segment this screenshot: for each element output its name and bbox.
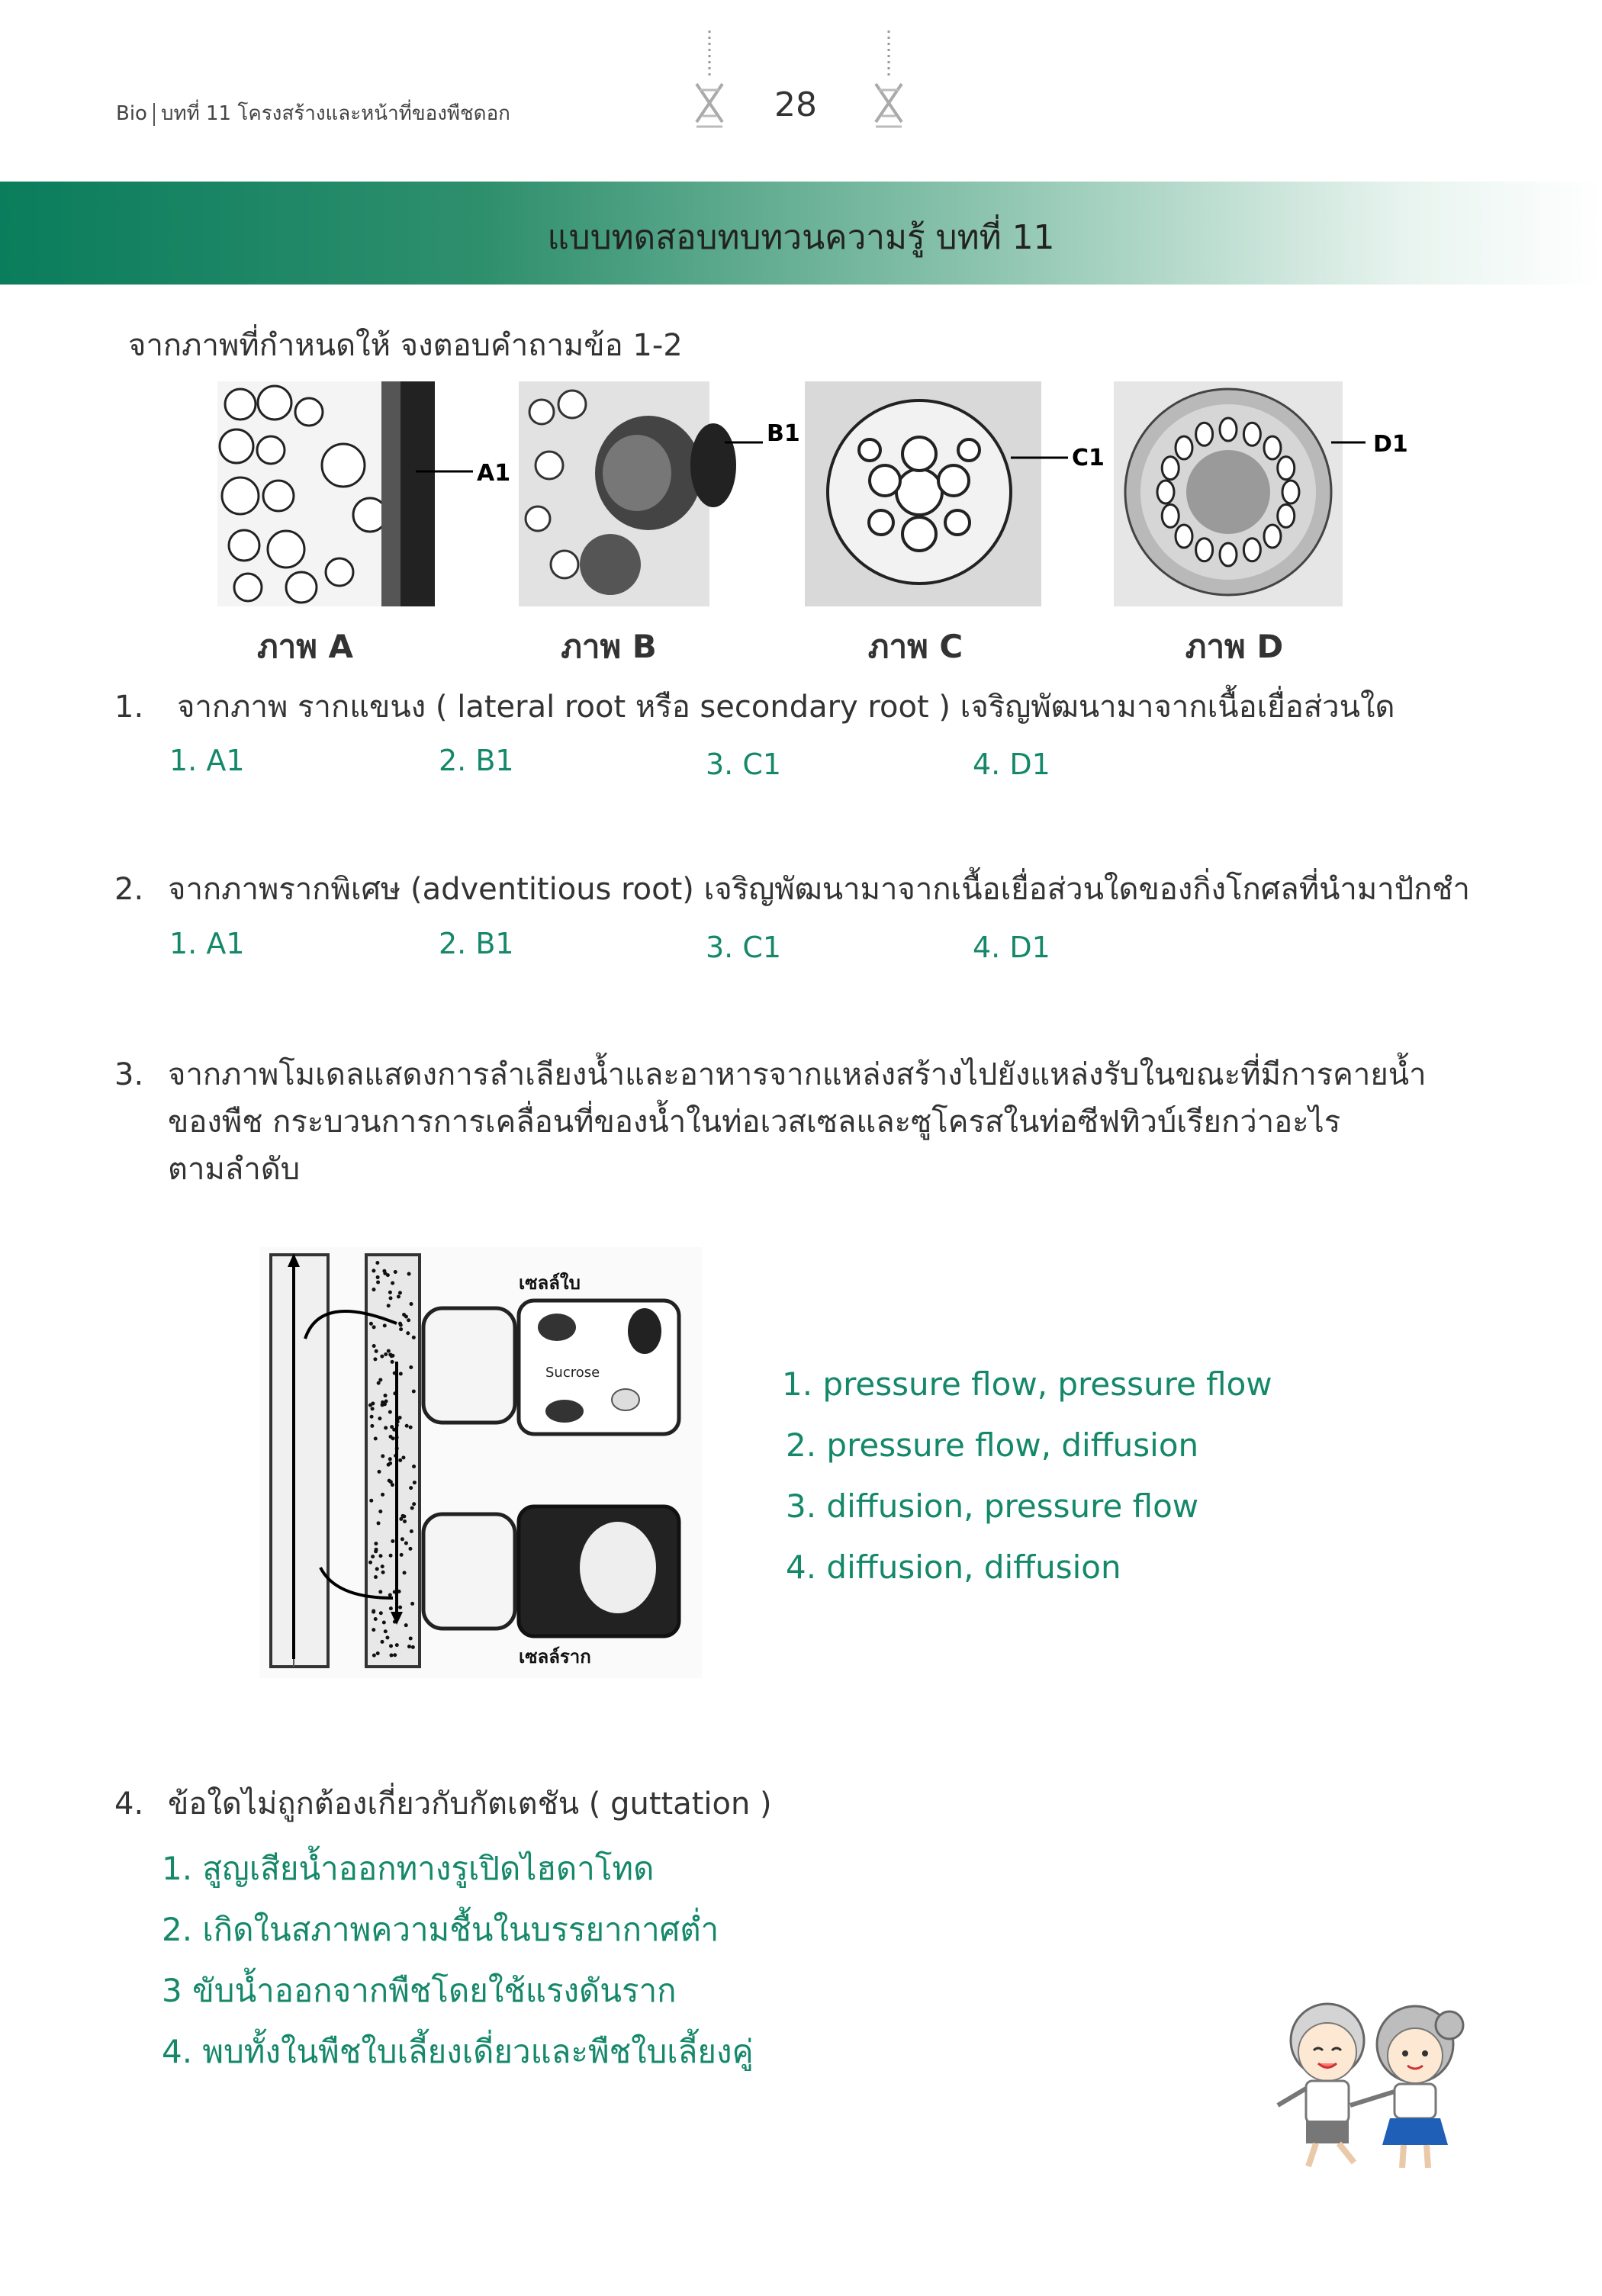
sucrose-dot [395, 1643, 399, 1647]
sucrose-dot [368, 1561, 372, 1564]
figure-a-callout: A1 [477, 460, 511, 487]
figure-b-label: ภาพ B [561, 628, 657, 665]
sucrose-dot [378, 1510, 382, 1513]
sucrose-dot [369, 1322, 373, 1326]
q4-option-4[interactable]: 4. พบทั้งในพืชใบเลี้ยงเดี่ยวและพืชใบเลี้ยงคู่ [162, 2033, 754, 2070]
sucrose-dot [407, 1645, 411, 1648]
figure-d-callout: D1 [1373, 431, 1408, 458]
sucrose-dot [399, 1372, 403, 1376]
header-divider [153, 103, 155, 126]
sucrose-dot [388, 1291, 392, 1294]
sucrose-dot [406, 1331, 410, 1335]
sucrose-dot [404, 1623, 408, 1627]
sucrose-dot [369, 1499, 373, 1503]
page-number: 28 [774, 85, 817, 124]
q1-option-1[interactable]: 1. A1 [169, 744, 245, 777]
sucrose-dot [376, 1281, 380, 1285]
sucrose-dot [378, 1590, 382, 1593]
students-cartoon-illustration [1266, 1999, 1480, 2174]
running-header [116, 98, 510, 129]
sucrose-dot [371, 1407, 375, 1410]
sucrose-dot [372, 1269, 375, 1272]
sucrose-dot [376, 1275, 380, 1279]
q2-option-3[interactable]: 3. C1 [706, 931, 782, 964]
vessel-cell [1196, 539, 1213, 561]
sucrose-dot [401, 1455, 405, 1459]
vessel-cell [1176, 436, 1192, 459]
question-2-number: 2. [114, 872, 144, 907]
sucrose-dot [384, 1352, 388, 1356]
vessel-cell [1264, 436, 1281, 459]
sucrose-dot [398, 1291, 402, 1294]
leaf-cell-label: เซลล์ใบ [519, 1272, 581, 1294]
header-chapter: บทที่ 11 โครงสร้างและหน้าที่ของพืชดอก [160, 102, 510, 125]
sucrose-dot [371, 1401, 375, 1405]
sucrose-dot [407, 1318, 410, 1322]
figure-a-label: ภาพ A [256, 628, 354, 665]
sucrose-dot [412, 1465, 416, 1468]
sucrose-dot [372, 1288, 375, 1291]
sucrose-dot [375, 1349, 378, 1353]
sucrose-dot [408, 1547, 412, 1551]
sucrose-dot [381, 1564, 384, 1568]
sucrose-dot [410, 1529, 413, 1533]
sucrose-dot [390, 1354, 394, 1358]
sucrose-dot [377, 1521, 381, 1525]
sucrose-dot [372, 1344, 376, 1348]
sucrose-dot [398, 1458, 402, 1462]
sucrose-dot [375, 1567, 379, 1571]
dna-icon [690, 31, 729, 145]
sucrose-dot [394, 1270, 397, 1274]
q3-option-3[interactable]: 3. diffusion, pressure flow [786, 1487, 1199, 1525]
sucrose-dot [389, 1644, 393, 1648]
sucrose-dot [407, 1272, 411, 1276]
sucrose-dot [388, 1410, 392, 1414]
sucrose-dot [378, 1378, 382, 1381]
sucrose-dot [380, 1355, 384, 1359]
sucrose-dot [381, 1640, 384, 1644]
sucrose-dot [400, 1553, 404, 1557]
vessel-cell [1264, 525, 1281, 548]
header-subject: Bio [116, 102, 147, 125]
intro-instruction: จากภาพที่กำหนดให้ จงตอบคำถามข้อ 1-2 [128, 328, 683, 363]
sucrose-dot [389, 1554, 393, 1558]
sucrose-dot [411, 1645, 415, 1649]
q4-option-1[interactable]: 1. สูญเสียน้ำออกทางรูเปิดไฮดาโทด [162, 1850, 655, 1887]
vessel-cell [1162, 504, 1179, 527]
sucrose-dot [404, 1315, 408, 1319]
vessel-cell [1176, 525, 1192, 548]
q1-option-2[interactable]: 2. B1 [439, 744, 514, 777]
question-1-number: 1. [114, 690, 144, 725]
sucrose-dot [372, 1610, 375, 1614]
sucrose-dot [412, 1389, 416, 1393]
sucrose-dot [381, 1400, 384, 1404]
dna-icon [870, 31, 908, 145]
question-2-text: จากภาพรากพิเศษ (adventitious root) เจริญพัฒนามาจากเนื้อเยื่อส่วนใดของกิ่งโกศลที่นำมาปักชำ [168, 872, 1470, 907]
sucrose-dot [384, 1629, 388, 1633]
sucrose-dot [391, 1436, 395, 1440]
sucrose-dot [409, 1636, 413, 1640]
question-4-number: 4. [114, 1786, 144, 1822]
sucrose-dot [381, 1493, 384, 1497]
vessel-cell [1243, 539, 1260, 561]
vessel-cell [1196, 423, 1213, 445]
sucrose-dot [382, 1620, 386, 1624]
sucrose-dot [377, 1381, 381, 1385]
figure-d-label: ภาพ D [1185, 628, 1284, 665]
sucrose-label: Sucrose [545, 1365, 600, 1381]
sucrose-dot [398, 1322, 402, 1326]
figure-c-micrograph [805, 381, 1110, 610]
vessel-cell [1243, 423, 1260, 445]
sucrose-dot [409, 1486, 413, 1490]
sucrose-dot [370, 1415, 374, 1419]
q1-option-3[interactable]: 3. C1 [706, 748, 782, 781]
sucrose-dot [373, 1357, 377, 1361]
sucrose-dot [378, 1470, 381, 1474]
sucrose-dot [399, 1327, 403, 1331]
question-3-line-1: จากภาพโมเดลแสดงการลำเลียงน้ำและอาหารจากแหล่งสร้างไปยังแหล่งรับในขณะที่มีการคายน้ำ [168, 1057, 1427, 1092]
question-3-line-3: ตามลำดับ [168, 1152, 301, 1187]
figure-a-micrograph [217, 381, 523, 610]
sucrose-dot [379, 1611, 383, 1615]
question-3-number: 3. [114, 1057, 144, 1092]
vessel-cell [1220, 543, 1237, 566]
q3-option-2[interactable]: 2. pressure flow, diffusion [786, 1426, 1199, 1464]
sucrose-dot [385, 1635, 389, 1639]
sucrose-dot [413, 1481, 417, 1484]
sucrose-dot [383, 1323, 387, 1327]
q3-option-1[interactable]: 1. pressure flow, pressure flow [782, 1365, 1272, 1403]
q3-option-4[interactable]: 4. diffusion, diffusion [786, 1548, 1121, 1586]
sucrose-dot [410, 1602, 414, 1606]
sucrose-dot [378, 1417, 381, 1420]
sucrose-dot [391, 1539, 394, 1543]
sucrose-dot [388, 1457, 392, 1461]
sucrose-dot [384, 1394, 388, 1397]
sucrose-dot [403, 1519, 407, 1523]
sucrose-dot [398, 1606, 402, 1609]
sucrose-dot [397, 1294, 400, 1298]
sucrose-dot [375, 1548, 378, 1552]
sucrose-dot [405, 1424, 409, 1428]
q2-option-2[interactable]: 2. B1 [439, 927, 514, 960]
question-1-text: จากภาพ รากแขนง ( lateral root หรือ secondary root ) เจริญพัฒนามาจากเนื้อเยื่อส่วนใด [177, 690, 1395, 725]
sucrose-dot [389, 1606, 393, 1610]
sucrose-dot [404, 1542, 408, 1545]
q2-option-1[interactable]: 1. A1 [169, 927, 245, 960]
q1-option-4[interactable]: 4. D1 [973, 748, 1050, 781]
root-cell-label: เซลล์ราก [519, 1646, 591, 1667]
sucrose-dot [410, 1507, 414, 1510]
sucrose-dot [400, 1537, 404, 1541]
sucrose-dot [389, 1480, 393, 1484]
sucrose-dot [376, 1651, 380, 1655]
q3-options [782, 1354, 1272, 1598]
sucrose-dot [387, 1349, 391, 1353]
vessel-cell [1278, 457, 1295, 480]
sucrose-dot [387, 1304, 391, 1307]
sucrose-dot [371, 1555, 375, 1558]
sucrose-dot [374, 1575, 378, 1579]
sucrose-dot [389, 1296, 393, 1300]
transport-model-diagram [259, 1247, 702, 1678]
figure-b-micrograph [519, 381, 824, 610]
sucrose-dot [410, 1302, 413, 1306]
figure-b-callout: B1 [767, 420, 800, 447]
sucrose-dot [372, 1628, 375, 1632]
figure-c-callout: C1 [1072, 445, 1105, 471]
q4-options [162, 1838, 754, 2082]
sucrose-dot [409, 1365, 413, 1369]
sucrose-dot [390, 1654, 394, 1658]
question-3-line-2: ของพืช กระบวนการการเคลื่อนที่ของน้ำในท่อเวสเซลและซูโครสในท่อซีฟทิวบ์เรียกว่าอะไร [168, 1105, 1341, 1140]
sucrose-dot [374, 1436, 378, 1440]
sucrose-dot [372, 1325, 376, 1329]
sucrose-dot [386, 1273, 390, 1277]
sucrose-dot [391, 1360, 394, 1364]
sucrose-dot [374, 1617, 378, 1621]
sucrose-dot [378, 1554, 382, 1558]
q2-option-4[interactable]: 4. D1 [973, 931, 1050, 964]
sucrose-dot [387, 1463, 391, 1467]
figure-c-label: ภาพ C [867, 628, 963, 665]
sucrose-dot [384, 1426, 388, 1429]
vessel-cell [1278, 504, 1295, 527]
sucrose-dot [409, 1426, 413, 1429]
vessel-cell [1220, 418, 1237, 441]
q4-option-3[interactable]: 3 ขับน้ำออกจากพืชโดยใช้แรงดันราก [162, 1972, 677, 2009]
sucrose-dot [374, 1542, 378, 1545]
banner-title: แบบทดสอบทบทวนความรู้ บทที่ 11 [547, 218, 1055, 257]
vessel-cell [1157, 481, 1174, 503]
sucrose-dot [375, 1261, 379, 1265]
sucrose-dot [412, 1336, 416, 1339]
figure-d-micrograph [1114, 381, 1434, 610]
q4-option-2[interactable]: 2. เกิดในสภาพความชื้นในบรรยากาศต่ำ [162, 1911, 719, 1948]
vessel-cell [1282, 481, 1299, 503]
question-4-text: ข้อใดไม่ถูกต้องเกี่ยวกับกัตเตชัน ( guttation ) [168, 1786, 772, 1822]
sucrose-dot [403, 1571, 407, 1574]
sucrose-dot [381, 1454, 384, 1458]
sucrose-dot [370, 1424, 374, 1428]
vessel-cell [1162, 457, 1179, 480]
sucrose-dot [388, 1593, 392, 1597]
sucrose-dot [372, 1654, 376, 1658]
sucrose-dot [381, 1571, 385, 1574]
sucrose-dot [391, 1281, 394, 1285]
sucrose-dot [393, 1653, 397, 1657]
sucrose-dot [412, 1502, 416, 1506]
sucrose-dot [401, 1514, 405, 1518]
